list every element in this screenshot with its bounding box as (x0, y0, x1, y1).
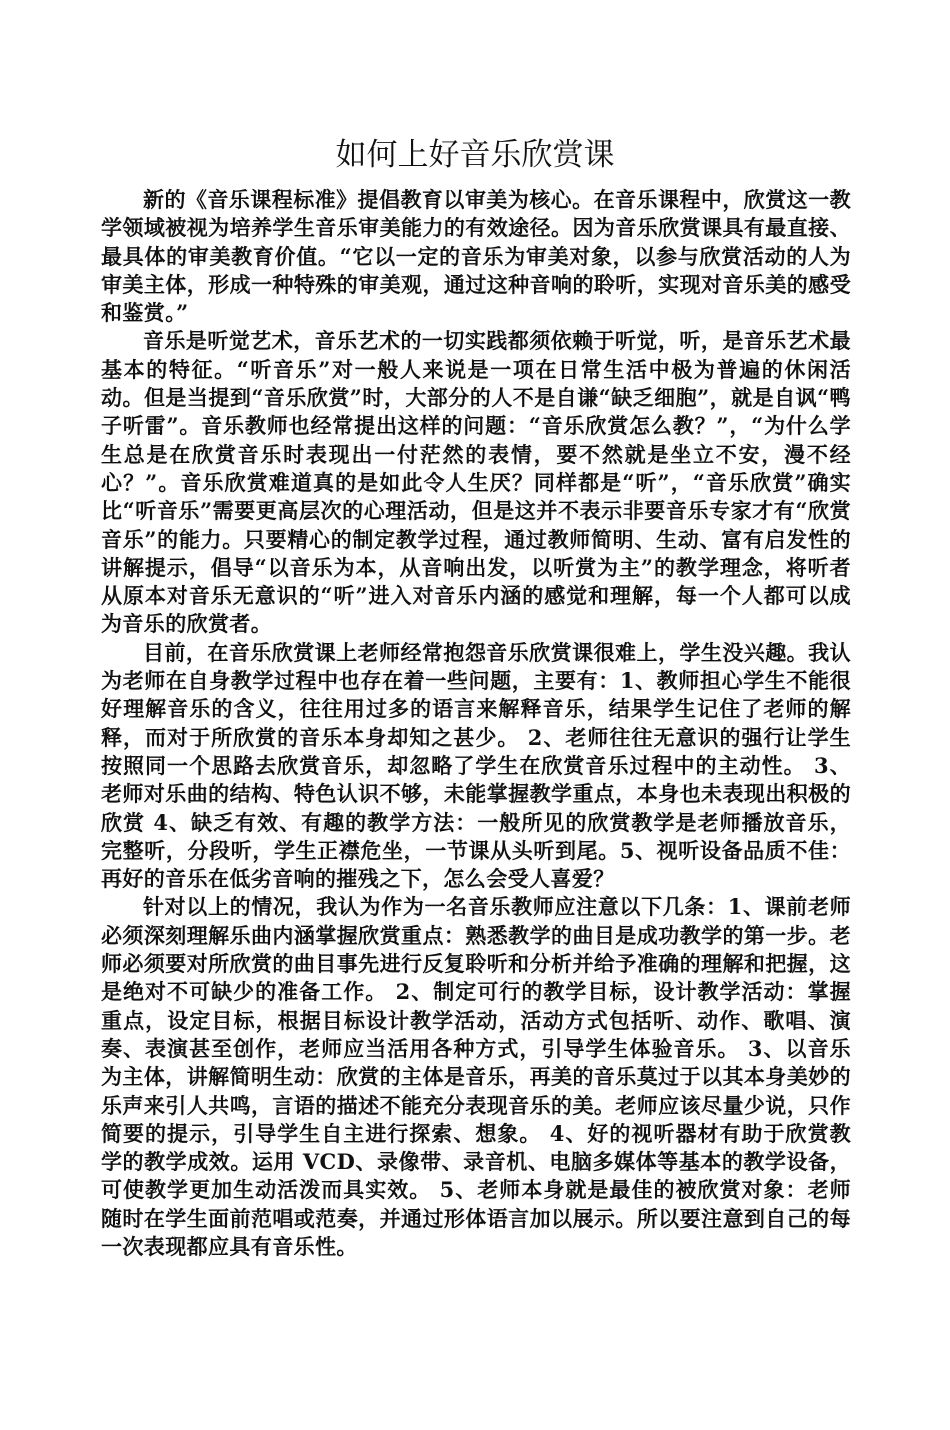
document-body (101, 186, 851, 1261)
document-title: 如何上好音乐欣赏课 (335, 136, 615, 173)
paragraph-4: 针对以上的情况，我认为作为一名音乐教师应注意以下几条：1、课前老师必须深刻理解乐曲内涵掌握欣赏重点：熟悉教学的曲目是成功教学的第一步。老师必须要对所欣赏的曲目事先进行反复聆听和分析并给予准确的理解和把握，这是绝对不可缺少的准备工作。 2、制定可行的教学目标，设计教学活动：掌握重点，设定目标，根据目标设计教学活动，活动方式包括听、动作、歌唱、演奏、表演甚至创作，老师应当活用各种方式，引导学生体验音乐。 3、以音乐为主体，讲解简明生动：欣赏的主体是音乐，再美的音乐莫过于以其本身美妙的乐声来引人共鸣，言语的描述不能充分表现音乐的美。老师应该尽量少说，只作简要的提示，引导学生自主进行探索、想象。 4、好的视听器材有助于欣赏教学的教学成效。运用 VCD、录像带、录音机、电脑多媒体等基本的教学设备，可使教学更加生动活泼而具实效。 5、老师本身就是最佳的被欣赏对象：老师随时在学生面前范唱或范奏，并通过形体语言加以展示。所以要注意到自己的每一次表现都应具有音乐性。 (101, 894, 851, 1259)
paragraph-3: 目前，在音乐欣赏课上老师经常抱怨音乐欣赏课很难上，学生没兴趣。我认为老师在自身教学过程中也存在着一些问题，主要有：1、教师担心学生不能很好理解音乐的含义，往往用过多的语言来解释音乐，结果学生记住了老师的解释，而对于所欣赏的音乐本身却知之甚少。 2、老师往往无意识的强行让学生按照同一个思路去欣赏音乐，却忽略了学生在欣赏音乐过程中的主动性。 3、老师对乐曲的结构、特色认识不够，未能掌握教学重点，本身也未表现出积极的欣赏 4、缺乏有效、有趣的教学方法：一般所见的欣赏教学是老师播放音乐，完整听，分段听，学生正襟危坐，一节课从头听到尾。5、视听设备品质不佳：再好的音乐在低劣音响的摧残之下，怎么会受人喜爱？ (101, 639, 851, 892)
paragraph-2: 音乐是听觉艺术，音乐艺术的一切实践都须依赖于听觉，听，是音乐艺术最基本的特征。“听音乐”对一般人来说是一项在日常生活中极为普遍的休闲活动。但是当提到“音乐欣赏”时，大部分的人不是自谦“缺乏细胞”，就是自讽“鸭子听雷”。音乐教师也经常提出这样的问题：“音乐欣赏怎么教？”，“为什么学生总是在欣赏音乐时表现出一付茫然的表情，要不然就是坐立不安，漫不经心？”。音乐欣赏难道真的是如此令人生厌？同样都是“听”，“音乐欣赏”确实比“听音乐”需要更高层次的心理活动，但是这并不表示非要音乐专家才有“欣赏音乐”的能力。只要精心的制定教学过程，通过教师简明、生动、富有启发性的讲解提示，倡导“以音乐为本，从音响出发，以听赏为主”的教学理念，将听者从原本对音乐无意识的“听”进入对音乐内涵的感觉和理解，每一个人都可以成为音乐的欣赏者。 (101, 328, 851, 637)
paragraph-1: 新的《音乐课程标准》提倡教育以审美为核心。在音乐课程中，欣赏这一教学领域被视为培养学生音乐审美能力的有效途径。因为音乐欣赏课具有最直接、最具体的审美教育价值。“它以一定的音乐为审美对象，以参与欣赏活动的人为审美主体，形成一种特殊的审美观，通过这种音响的聆听，实现对音乐美的感受和鉴赏。” (101, 187, 851, 326)
